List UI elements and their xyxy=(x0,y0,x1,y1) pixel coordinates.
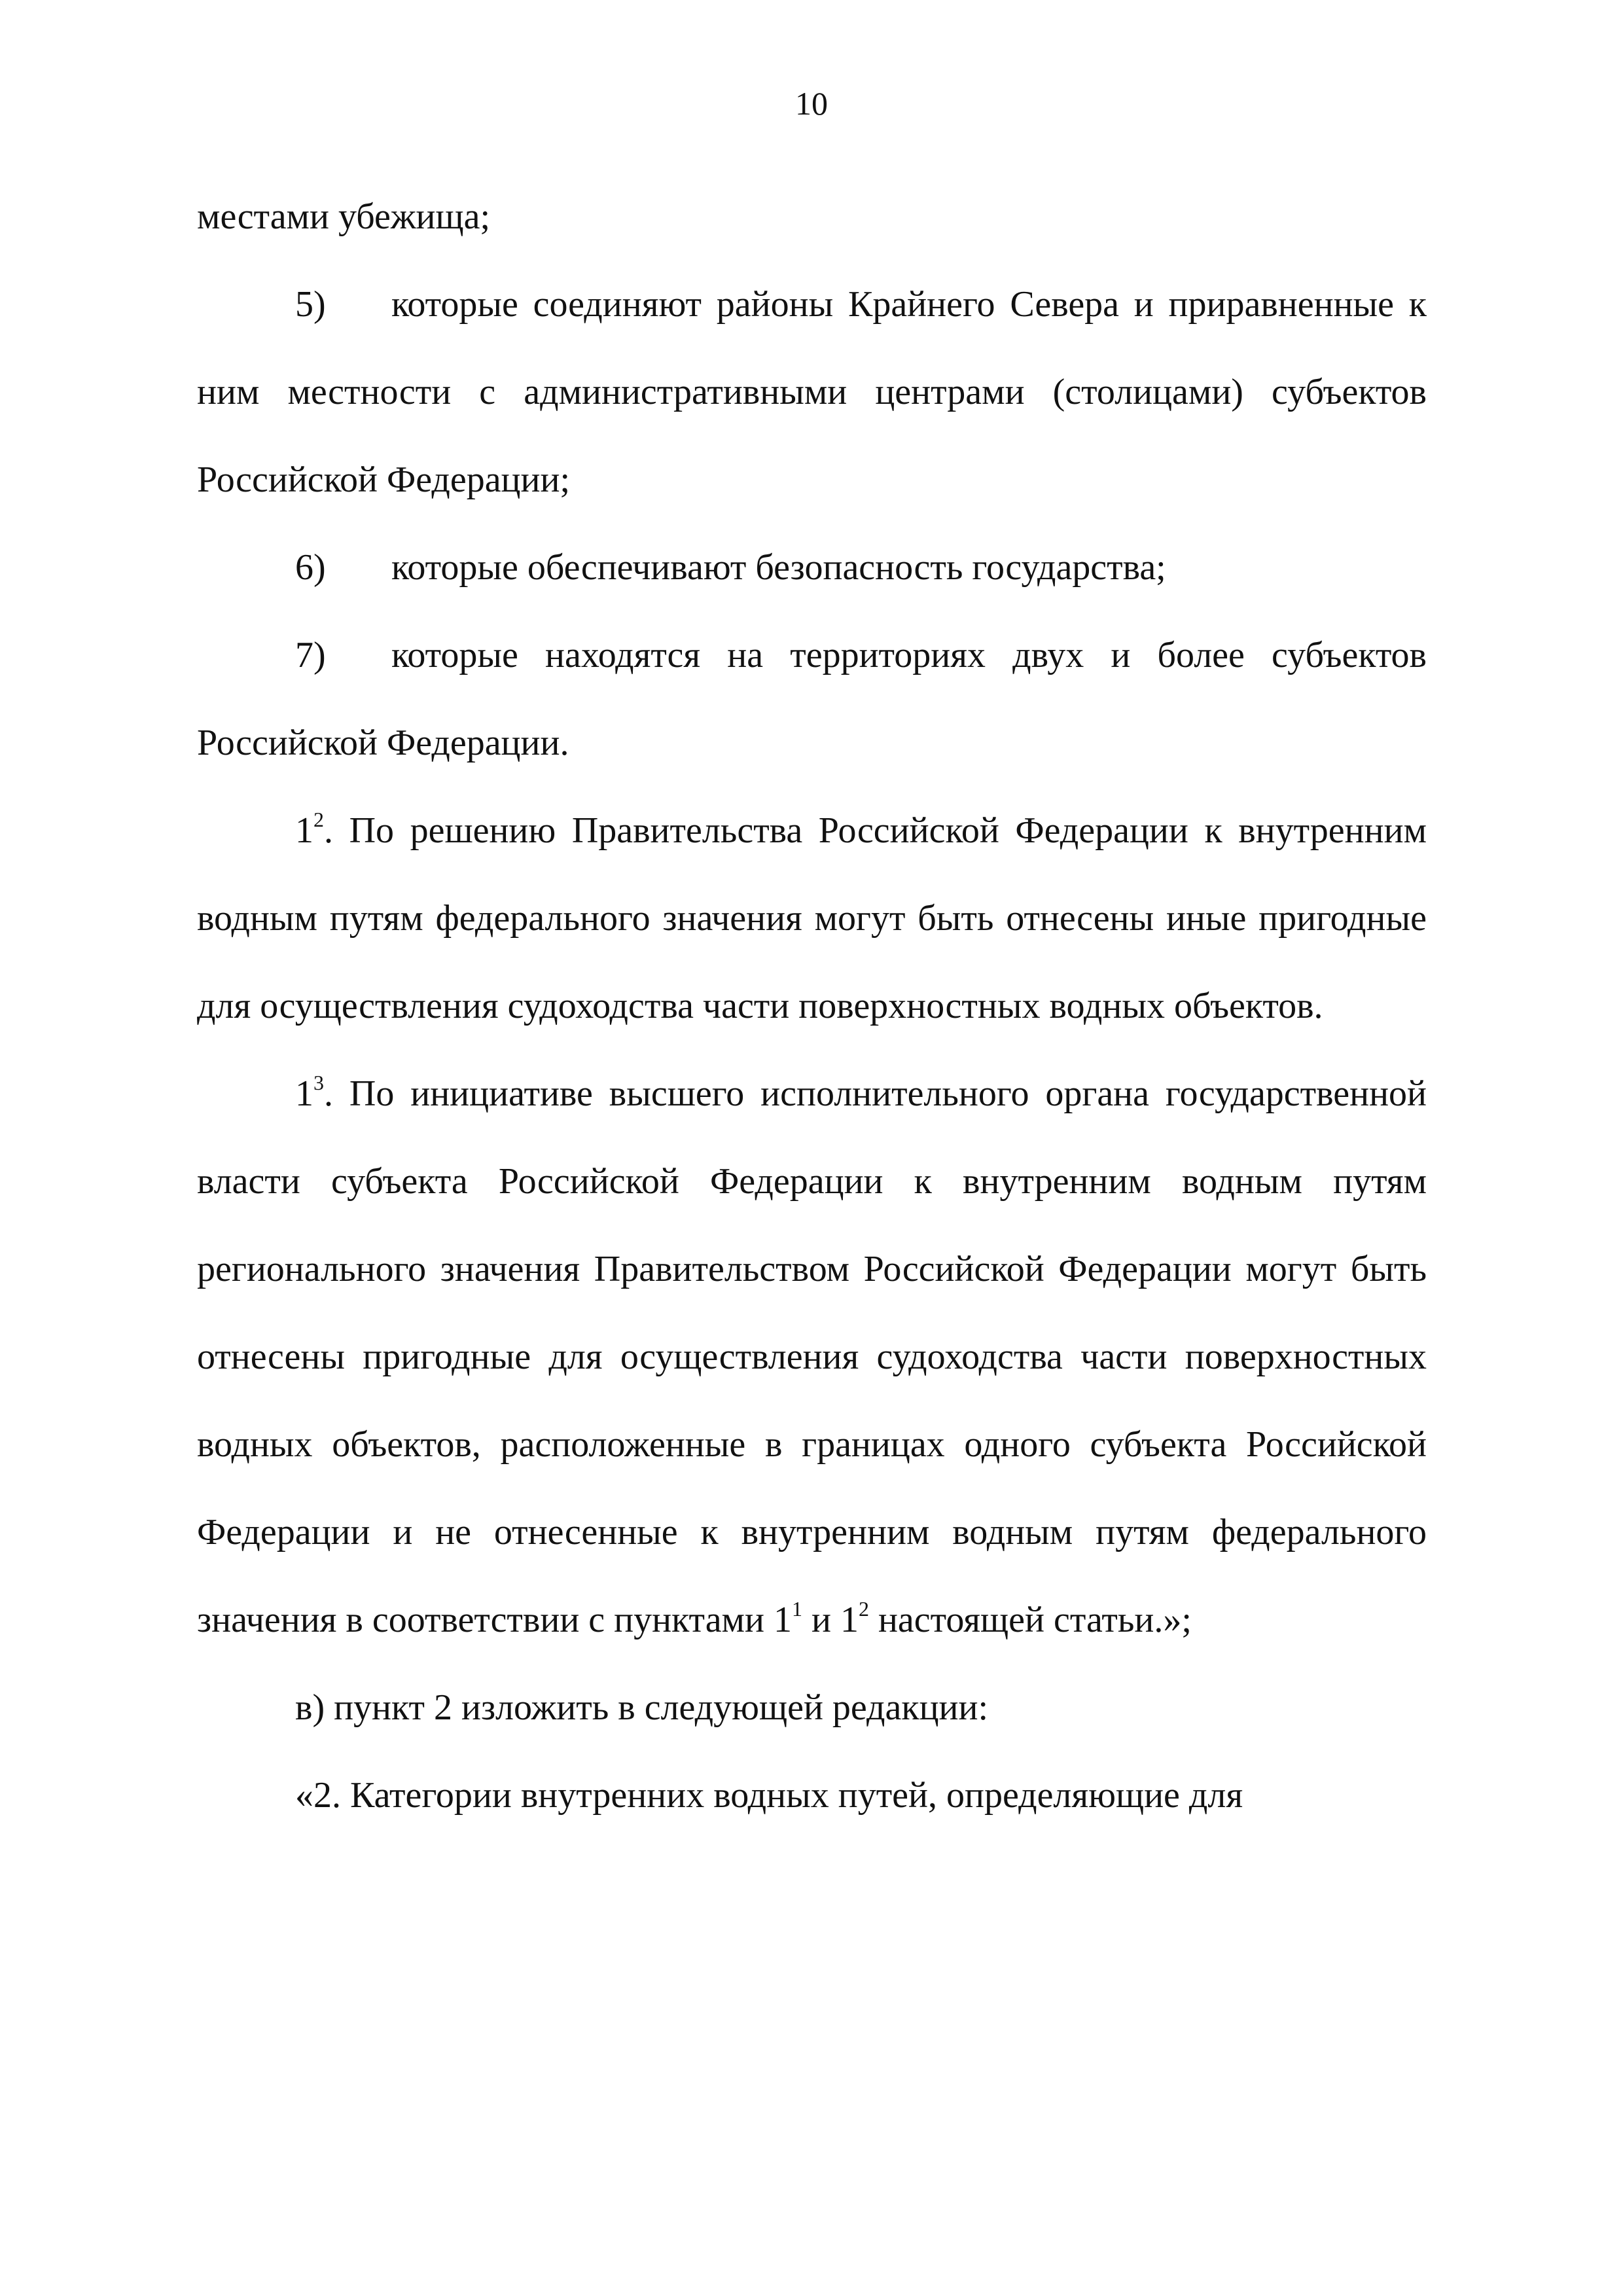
list-number: 6) xyxy=(295,547,326,588)
reference-1-2: 1 xyxy=(840,1600,859,1640)
clause-text: По инициативе высшего исполнительного органа государственной власти субъекта Российской Федерации к внутренним водным путям регионального значения Правительством Российской Федерации могут быть отнесены пригодные для осуществления судоходства части поверхностных водных объектов, расположенные в границах одного субъекта Российской Федерации и не отнесенные к внутренним водным путям федерального значения в соответствии с пунктами xyxy=(197,1073,1427,1640)
reference-1-1: 1 xyxy=(773,1600,792,1640)
clause-number: 1 xyxy=(295,1073,313,1114)
clause-number: 1 xyxy=(295,810,313,851)
list-item-6 xyxy=(197,524,1427,611)
paragraph-continuation: местами убежища; xyxy=(197,196,491,237)
list-number: 7) xyxy=(295,635,326,675)
reference-superscript: 2 xyxy=(858,1597,869,1621)
clause-1-2 xyxy=(197,787,1427,1050)
clause-1-3 xyxy=(197,1050,1427,1664)
list-item-7 xyxy=(197,611,1427,787)
reference-superscript: 1 xyxy=(791,1597,802,1621)
clause-2-start: «2. Категории внутренних водных путей, определяющие для xyxy=(295,1775,1243,1816)
document-body xyxy=(197,173,1427,1839)
list-item-text: которые находятся на территориях двух и более субъектов Российской Федерации. xyxy=(197,635,1427,763)
clause-dot: . xyxy=(324,1073,333,1114)
clause-superscript: 2 xyxy=(313,808,324,831)
amendment-instruction: в) пункт 2 изложить в следующей редакции: xyxy=(295,1687,989,1728)
page-number: 10 xyxy=(795,85,828,122)
list-item-5 xyxy=(197,260,1427,524)
conjunction: и xyxy=(811,1600,831,1640)
list-item-text: которые соединяют районы Крайнего Севера и приравненные к ним местности с административными центрами (столицами) субъектов Российской Федерации; xyxy=(197,284,1427,500)
list-number: 5) xyxy=(295,284,326,325)
clause-text: . По решению Правительства Российской Федерации к внутренним водным путям федерального значения могут быть отнесены иные пригодные для осуществления судоходства части поверхностных водных объектов. xyxy=(197,810,1427,1026)
list-item-text: которые обеспечивают безопасность государства; xyxy=(391,547,1166,588)
clause-ending: настоящей статьи.»; xyxy=(878,1600,1192,1640)
clause-superscript: 3 xyxy=(313,1071,324,1094)
